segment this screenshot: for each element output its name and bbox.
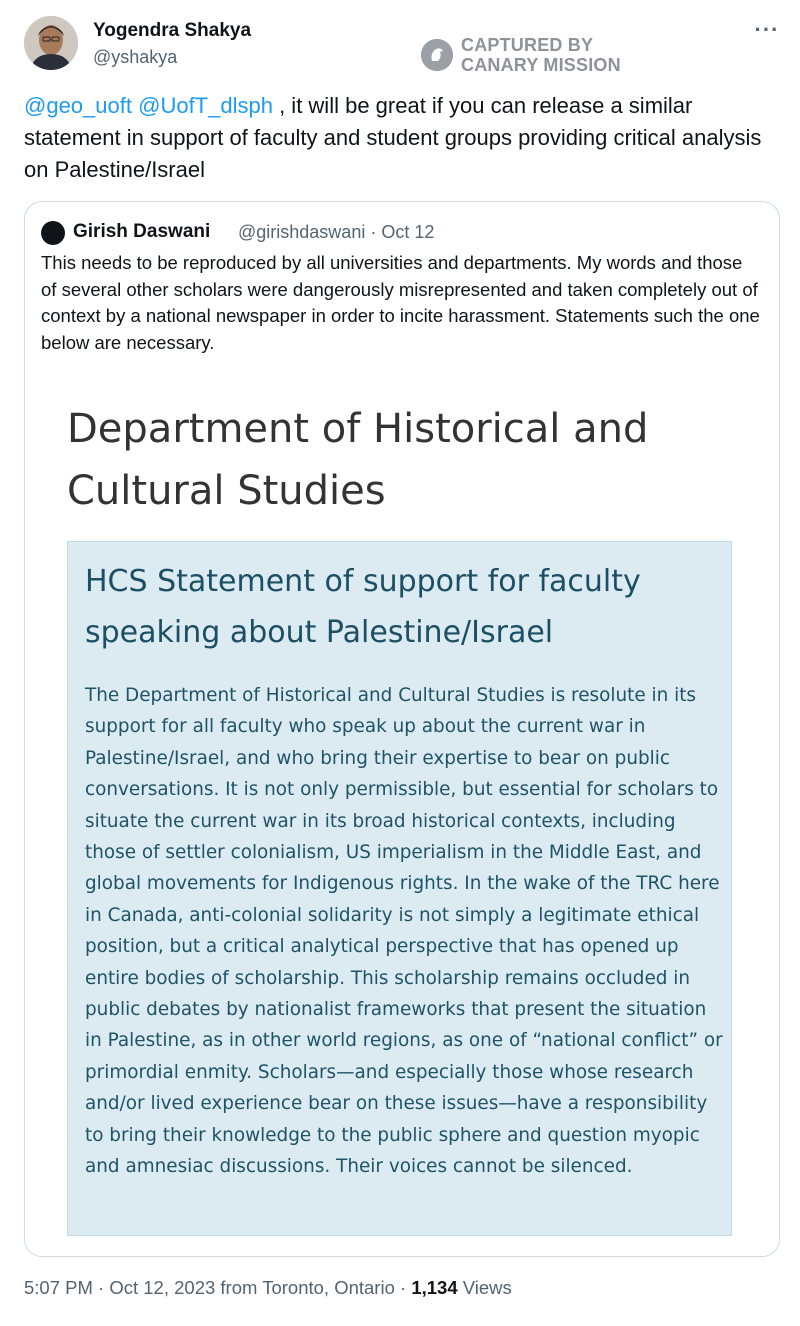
statement-title: HCS Statement of support for faculty speaking about Palestine/Israel xyxy=(85,564,641,650)
quoted-tweet-text: This needs to be reproduced by all universities and departments. My words and those of several other scholars were dangerously misrepresented and taken completely out of context by a national newspaper in order to incite harassment. Statements such the one below are necessary. xyxy=(41,252,760,353)
mention-geo-uoft[interactable]: @geo_uoft xyxy=(24,93,132,118)
more-options-icon[interactable]: ··· xyxy=(754,17,780,42)
tweet-timestamp[interactable]: 5:07 PM · Oct 12, 2023 from Toronto, Ontario · xyxy=(24,1277,407,1298)
views-count: 1,134 xyxy=(411,1277,458,1298)
watermark-text xyxy=(461,35,621,75)
author-name[interactable]: Yogendra Shakya xyxy=(93,20,252,41)
author-handle[interactable]: @yshakya xyxy=(93,47,178,67)
statement-body: The Department of Historical and Cultural Studies is resolute in its support for all faculty who speak up about the current war in Palestine/Israel, and who bring their expertise to bear on public conversations. It is not only permissible, but essential for scholars to situate the current war in its broad historical contexts, including those of settler colonialism, US imperialism in the Middle East, and global movements for Indigenous rights. In the wake of the TRC here in Canada, anti-colonial solidarity is not simply a legitimate ethical position, but a critical analytical perspective that has opened up entire bodies of scholarship. This scholarship remains occluded in public debates by nationalist frameworks that present the situation in Palestine, as in other world regions, as one of “national conflict” or primordial enmity. Scholars—and especially those whose research and/or lived experience bear on these issues—have a responsibility to bring their knowledge to the public sphere and question myopic and amnesiac discussions. Their voices cannot be silenced. xyxy=(85,685,723,1178)
watermark xyxy=(421,34,681,74)
quoted-author-avatar[interactable] xyxy=(41,221,65,245)
quoted-tweet-header xyxy=(41,219,761,245)
tweet-text xyxy=(24,90,764,186)
user-avatar-icon xyxy=(24,16,78,70)
statement-box xyxy=(67,541,732,1236)
department-title: Department of Historical and Cultural Studies xyxy=(67,406,649,514)
quoted-tweet[interactable] xyxy=(24,201,780,1257)
quoted-author-meta: @girishdaswani · Oct 12 xyxy=(238,222,435,242)
watermark-line-1: CAPTURED BY xyxy=(461,35,594,55)
canary-mission-logo-icon xyxy=(421,39,453,71)
attached-image[interactable] xyxy=(25,370,779,1256)
quoted-author-name[interactable]: Girish Daswani xyxy=(73,221,211,242)
views-label: Views xyxy=(462,1277,512,1298)
mention-uoft-dlsph[interactable]: @UofT_dlsph xyxy=(138,93,273,118)
avatar[interactable] xyxy=(24,16,78,70)
tweet-footer xyxy=(24,1277,784,1299)
watermark-line-2: CANARY MISSION xyxy=(461,55,621,75)
tweet-body: , it will be great if you can release a similar statement in support of faculty and student groups providing critical analysis on Palestine/Israel xyxy=(24,93,762,182)
tweet-header xyxy=(24,16,784,76)
